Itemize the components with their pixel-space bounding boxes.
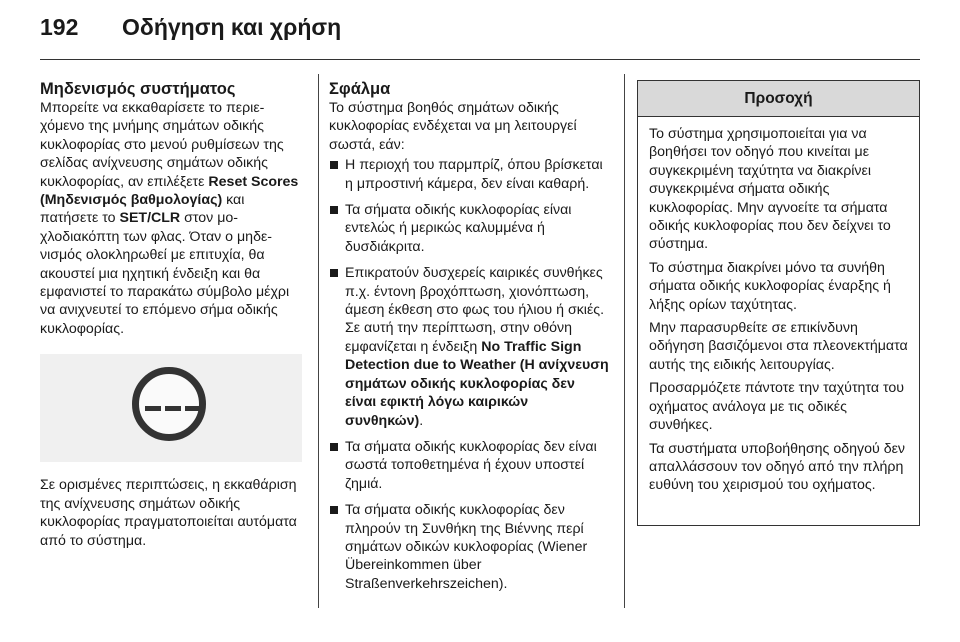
caution-paragraph: Το σύστημα διακρίνει μόνο τα συνήθη σήματα οδικής κυκλοφορίας έναρξης ή λήξης ορίων ταχύτητας. [649,259,891,313]
fault-intro: Το σύστημα βοηθός σημάτων οδικής κυκλοφορίας ενδέχεται να μη λειτουργεί σωστά, εάν: [329,100,577,153]
bullet-icon [330,206,338,214]
section-heading-reset: Μηδενισμός συστήματος [40,80,236,98]
list-item: Τα σήματα οδικής κυκλοφορίας δεν είναι σωστά τοποθετημένα ή έχουν υποστεί ζημιά. [329,438,609,493]
caution-body [638,117,919,495]
caution-paragraph: Μην παρασυρθείτε σε επικίνδυνη οδήγηση βασιζόμενοι στα πλεονεκτήματα αυτής της ειδικής λειτουργίας. [649,320,908,373]
bullet-icon [330,506,338,514]
reset-scores-menu-label: Reset Scores (Μηδενισμός βαθμολογίας) [40,173,299,209]
bullet-icon [330,443,338,451]
column-divider [318,74,319,608]
list-item: Επικρατούν δυσχερείς καιρικές συνθήκες π.χ. έντονη βροχόπτωση, χιονόπτωση, άμεση έκθεση στο φως του ήλιου ή σκιές. Σε αυτή την περίπτωση, στην οθόνη εμφανίζεται η ένδειξη No Traffic Sign Detection due to Weather (Η ανίχνευση σημάτων οδικής κυκλοφορίας δεν είναι εφικτή λόγω καιρικών συνθηκών). [329,264,609,430]
dash-mark [185,406,201,411]
bullet-icon [330,161,338,169]
list-item: Τα σήματα οδικής κυκλοφορίας δεν πληρούν τη Συνθήκη της Βιέννης περί σημάτων οδικών κυκλοφορίας (Wiener Übereinkommen über Straßenverkehrszeichen). [329,501,609,593]
list-item: Η περιοχή του παρμπρίζ, όπου βρίσκεται η μπροστινή κάμερα, δεν είναι καθαρή. [329,156,609,193]
page-number: 192 [40,14,79,40]
dash-mark [165,406,181,411]
reset-paragraph: Μπορείτε να εκκαθαρίσετε το περιεχόμενο της μνήμης σημάτων οδικής κυκλοφορίας στο μενού ρυθμίσεων της σελίδας ανίχνευσης σημάτων οδικής κυκλοφορίας, αν επιλέξετε Reset Scores (Μηδενισμός βαθμολογίας) και πατήσετε το SET/CLR στον μοχλοδιακόπτη των φλας. Όταν ο μηδενισμός ολοκληρωθεί με επιτυχία, θα ακουστεί μια ηχητική ένδειξη και θα εμφανιστεί το παρακάτω σύμβολο μέχρι να ανιχνευτεί το επόμενο σήμα οδικής κυκλοφορίας. [40,100,299,337]
column-divider [624,74,625,608]
left-column [40,80,302,550]
weather-message-label: No Traffic Sign Detection due to Weather (Η ανίχνευση σημάτων οδικής κυκλοφορίας δεν είναι εφικτή λόγω καιρικών συνθηκών) [345,338,609,429]
auto-reset-paragraph: Σε ορισμένες περιπτώσεις, η εκκαθάριση της ανίχνευσης σημάτων οδικής κυκλοφορίας πραγματοποιείται αυτόματα από το σύστημα. [40,477,297,549]
reset-scores-sign-icon [132,367,206,441]
caution-box [637,80,920,526]
set-clr-label: SET/CLR [119,210,181,227]
caution-paragraph: Το σύστημα χρησιμοποιείται για να βοηθήσει τον οδηγό που κινείται με συγκεκριμένη ταχύτητα να διακρίνει συγκεκριμένα σήματα οδικής κυκλοφορίας. Μην αγνοείτε τα σήματα οδικής κυκλοφορίας που δεν δείχνει το σύστημα. [649,126,891,253]
bullet-icon [330,269,338,277]
caution-paragraph: Τα συστήματα υποβοήθησης οδηγού δεν απαλλάσσουν τον οδηγό από την πλήρη ευθύνη του χειρισμού του οχήματος. [649,440,906,494]
header-divider [40,59,920,60]
page-title: Οδήγηση και χρήση [122,14,342,40]
caution-title: Προσοχή [638,81,919,117]
caution-paragraph: Προσαρμόζετε πάντοτε την ταχύτητα του οχήματος ανάλογα με τις οδικές συνθήκες. [649,380,905,434]
middle-column [329,80,609,601]
page-header [40,14,920,48]
reset-symbol-figure [40,354,302,462]
section-heading-fault: Σφάλμα [329,80,391,98]
list-item: Τα σήματα οδικής κυκλοφορίας είναι εντελώς ή μερικώς καλυμμένα ή δυσδιάκριτα. [329,201,609,256]
fault-list [329,156,609,593]
dash-mark [145,406,161,411]
